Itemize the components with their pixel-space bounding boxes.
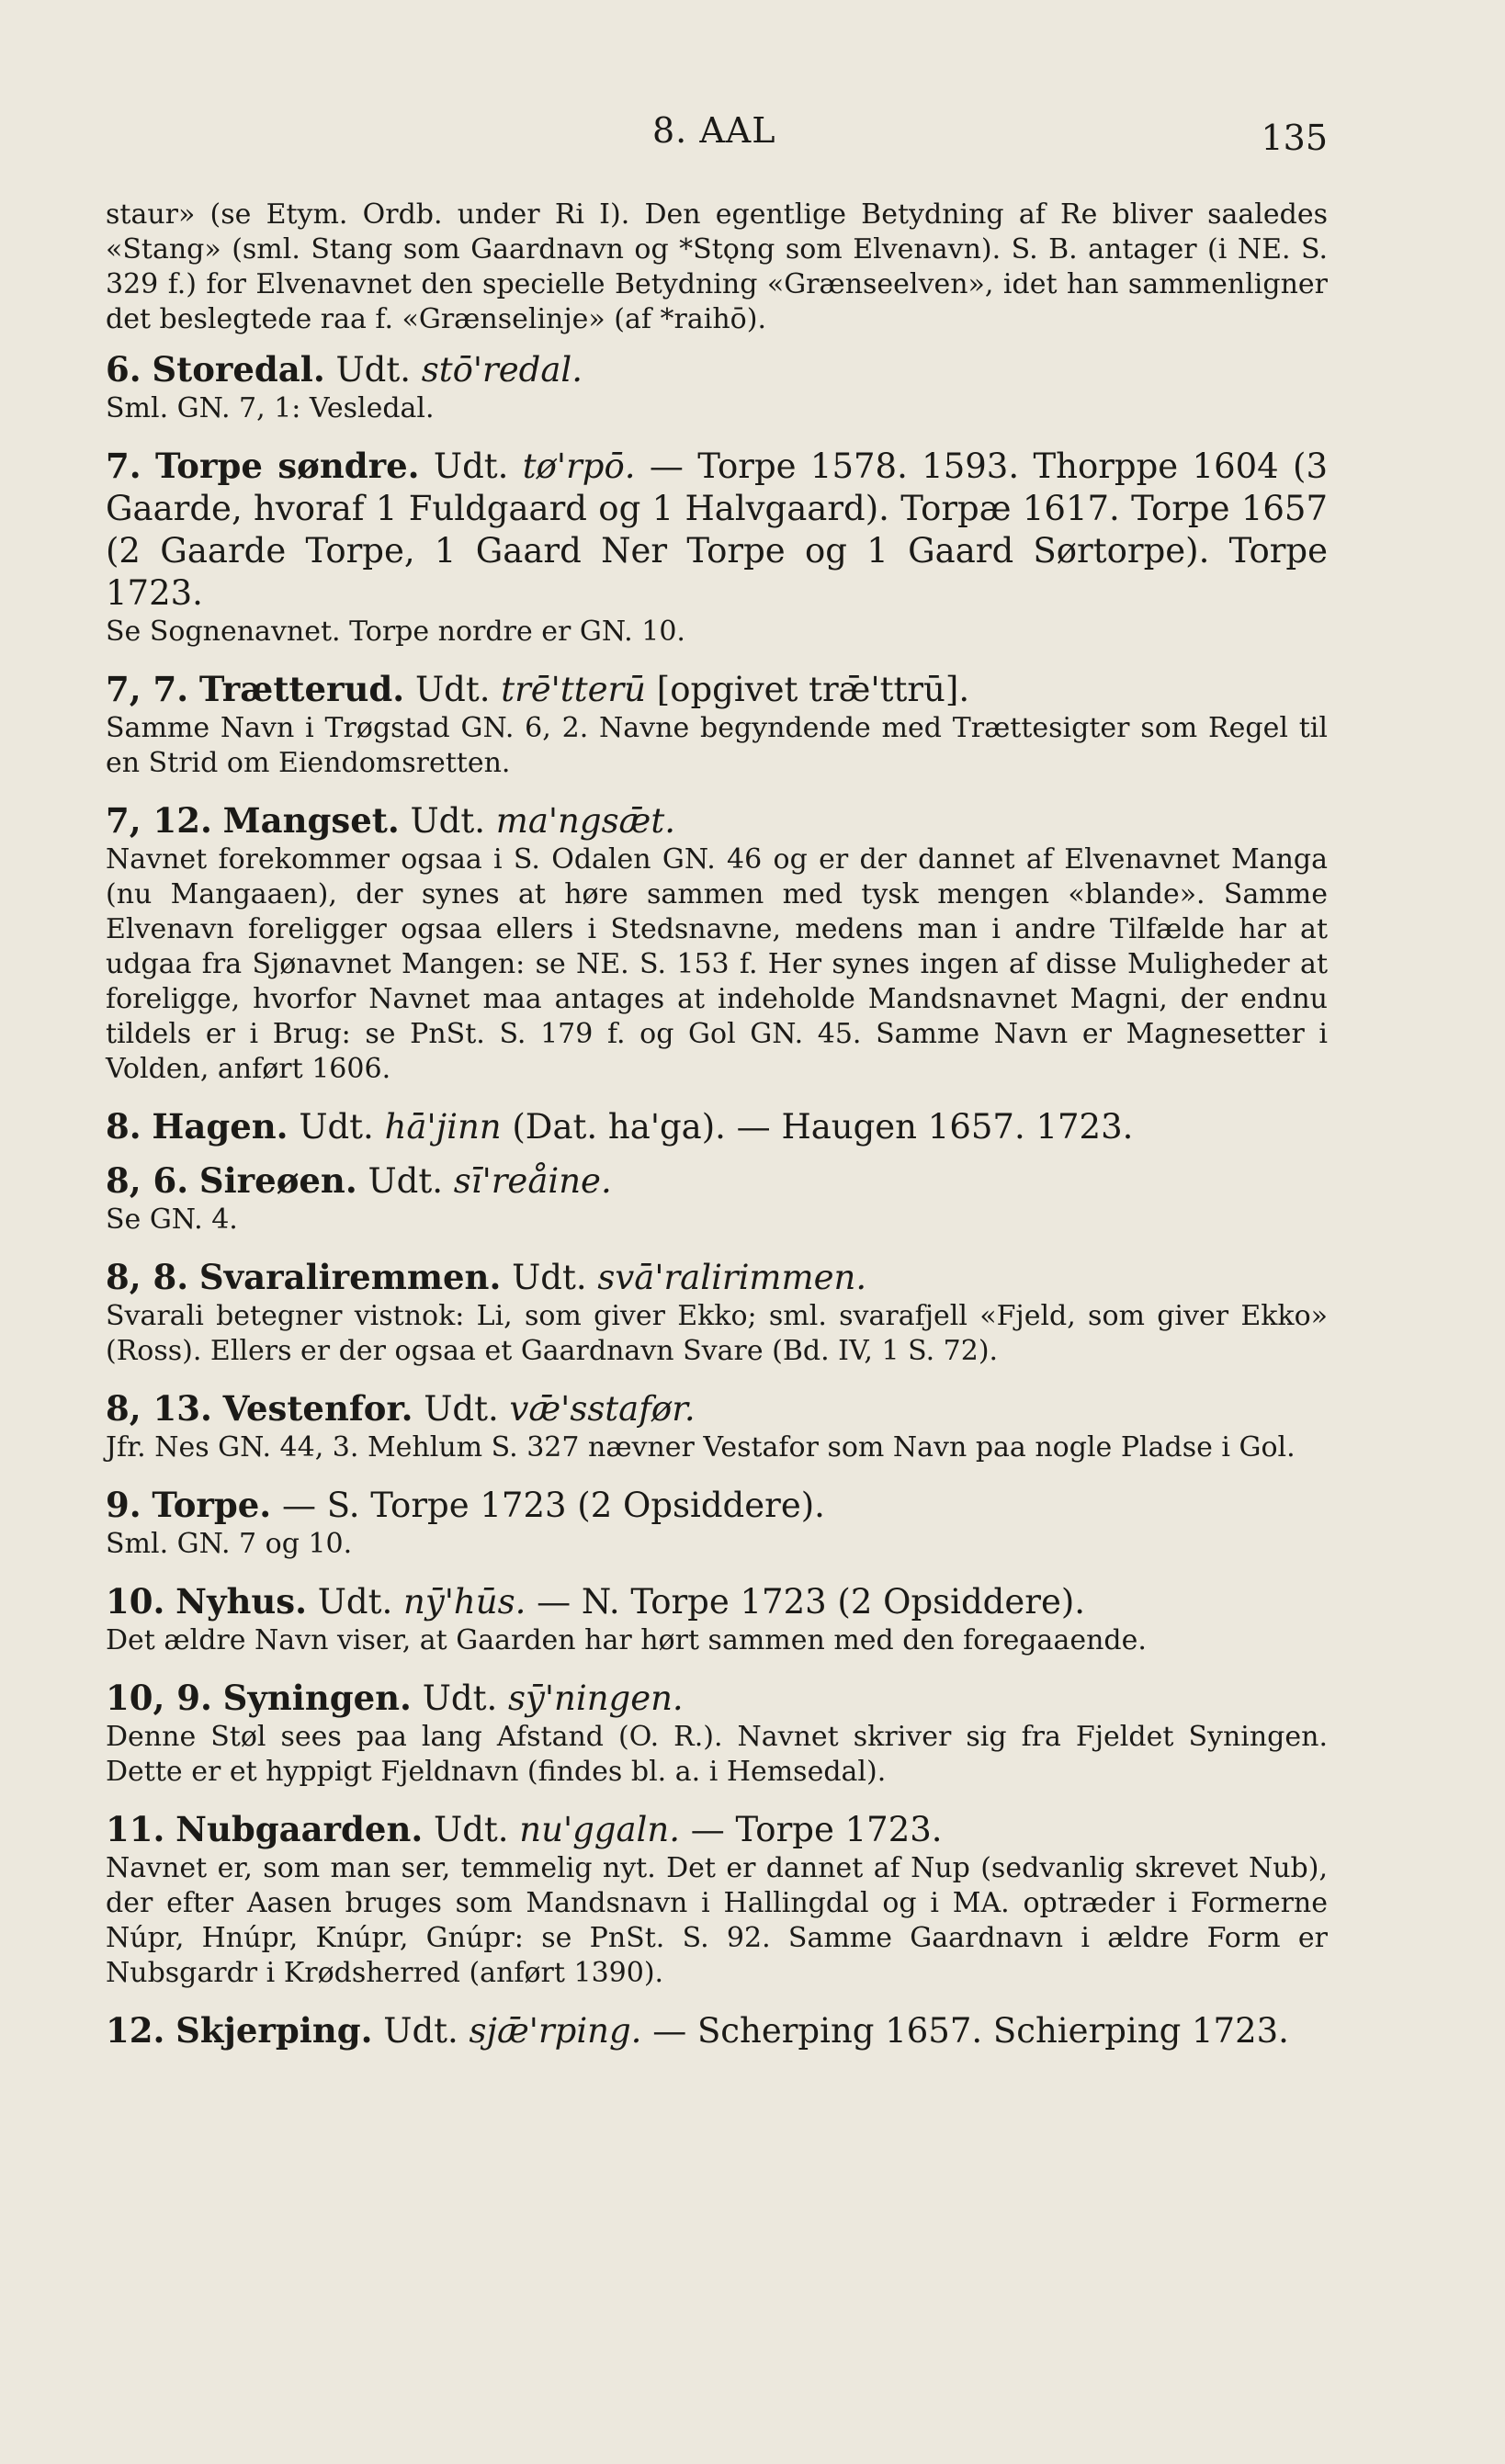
udt-label: Udt. (422, 1678, 498, 1718)
entry-forms: — S. Torpe 1723 (2 Opsiddere). (281, 1486, 825, 1525)
pronunciation: trē'tterū (501, 670, 647, 709)
entry-number: 8. (106, 1106, 141, 1147)
entry-note: Sml. GN. 7 og 10. (106, 1528, 353, 1560)
entry-forms: (Dat. ha'ga). — Haugen 1657. 1723. (512, 1107, 1134, 1147)
entry-name: Vestenfor. (222, 1388, 413, 1429)
udt-label: Udt. (424, 1389, 499, 1429)
entry-number: 9. (106, 1485, 141, 1525)
pronunciation: nu'ggaln. (519, 1810, 680, 1849)
entry-heading (106, 1808, 1328, 1851)
entry-number: 11. (106, 1809, 165, 1849)
entry-forms: — Torpe 1723. (690, 1810, 943, 1849)
entry-heading (106, 445, 1328, 615)
pronunciation: sjǣ'rping. (469, 2011, 642, 2051)
entry-heading (106, 1105, 1328, 1148)
entry-name: Trætterud. (198, 669, 405, 709)
entry-note: Det ældre Navn viser, at Gaarden har hørt sammen med den foregaaende. (106, 1624, 1147, 1656)
pronunciation: sȳ'ningen. (507, 1678, 684, 1718)
entry-heading (106, 1677, 1328, 1720)
pronunciation: tø'rpō. (522, 446, 636, 486)
entry-number: 7, 12. (106, 800, 212, 841)
pronunciation: nȳ'hūs. (403, 1582, 526, 1622)
entry-heading (106, 1159, 1328, 1203)
pronunciation: svā'ralirimmen. (597, 1258, 867, 1297)
entry-number: 10, 9. (106, 1678, 212, 1718)
entry-note: Jfr. Nes GN. 44, 3. Mehlum S. 327 nævner Vestafor som Navn paa nogle Pladse i Gol. (106, 1431, 1296, 1464)
entry-note: Navnet er, som man ser, temmelig nyt. Det er dannet af Nup (sedvanlig skrevet Nub), der efter Aasen bruges som Mandsnavn i Hallingdal og i MA. optræder i Formerne Núpr, Hnúpr, Knúpr, Gnúpr: se PnSt. S. 92. Samme Gaardnavn i ældre Form er Nubsgardr i Krødsherred (anført 1390). (106, 1852, 1328, 1989)
page-number: 135 (1261, 118, 1328, 158)
entry-note: Samme Navn i Trøgstad GN. 6, 2. Navne begyndende med Trættesigter som Regel til en Strid om Eiendomsretten. (106, 712, 1328, 779)
entry-heading (106, 668, 1328, 711)
entry-number: 7. (106, 446, 141, 486)
entry-heading (106, 1484, 1328, 1527)
pronunciation: vǣ'sstafør. (509, 1389, 696, 1429)
entry-name: Hagen. (152, 1106, 289, 1147)
entry-name: Storedal. (152, 349, 325, 390)
entry-note: Se GN. 4. (106, 1204, 238, 1236)
chapter-title: 8. AAL (652, 110, 776, 151)
entry-name: Nubgaarden. (175, 1809, 424, 1849)
entry-name: Torpe. (152, 1485, 272, 1525)
intro-paragraph: staur» (se Etym. Ordb. under Ri I). Den egentlige Betydning af Re bliver saaledes «Stang» (sml. Stang som Gaardnavn og *Stǫng som Elvenavn). S. B. antager (i NE. S. 329 f.) for Elvenavnet den specielle Betydning «Grænseelven», idet han sammenligner det beslegtede raa f. «Grænselinje» (af *raihō). (106, 198, 1328, 335)
udt-label: Udt. (317, 1582, 393, 1622)
entry-name: Svaraliremmen. (198, 1257, 502, 1297)
pronunciation: stō'redal. (421, 350, 583, 390)
entry-heading (106, 799, 1328, 842)
entry-heading (106, 348, 1328, 391)
udt-label: Udt. (299, 1107, 374, 1147)
entry-forms: — Torpe 1578. 1593. Thorppe 1604 (3 Gaarde, hvoraf 1 Fuldgaard og 1 Halvgaard). Torpæ 1617. Torpe 1657 (2 Gaarde Torpe, 1 Gaard Ner Torpe og 1 Gaard Sørtorpe). Torpe 1723. (106, 446, 1329, 613)
entry-note: Navnet forekommer ogsaa i S. Odalen GN. 46 og er der dannet af Elvenavnet Manga (nu Mangaaen), der synes at høre sammen med tysk mengen «blande». Samme Elvenavn foreligger ogsaa ellers i Stedsnavne, medens man i andre Tilfælde har at udgaa fra Sjønavnet Mangen: se NE. S. 153 f. Her synes ingen af disse Muligheder at foreligge, hvorfor Navnet maa antages at indeholde Mandsnavnet Magni, der endnu tildels er i Brug: se PnSt. S. 179 f. og Gol GN. 45. Samme Navn er Magnesetter i Volden, anført 1606. (106, 843, 1328, 1085)
entry-name: Torpe søndre. (155, 446, 420, 486)
entry-note: Svarali betegner vistnok: Li, som giver Ekko; sml. svarafjell «Fjeld, som giver Ekko» (Ross). Ellers er der ogsaa et Gaardnavn Svare (Bd. IV, 1 S. 72). (106, 1300, 1328, 1367)
entry-number: 10. (106, 1581, 165, 1622)
entry-number: 8, 8. (106, 1257, 189, 1297)
page-body (106, 198, 1328, 2052)
entry-heading (106, 2009, 1328, 2052)
udt-label: Udt. (414, 670, 491, 709)
entry-note: Sml. GN. 7, 1: Vesledal. (106, 392, 435, 424)
entry-number: 7, 7. (106, 669, 189, 709)
udt-label: Udt. (335, 350, 411, 390)
entry-number: 8, 13. (106, 1388, 212, 1429)
pronunciation: sī'reåine. (453, 1161, 612, 1201)
entry-number: 6. (106, 349, 141, 390)
pronunciation: hā'jinn (384, 1107, 502, 1147)
entry-note: Denne Støl sees paa lang Afstand (O. R.). Navnet skriver sig fra Fjeldet Syningen. Dette er et hyppigt Fjeldnavn (findes bl. a. i Hemsedal). (106, 1721, 1328, 1788)
udt-label: Udt. (383, 2011, 458, 2051)
udt-label: Udt. (433, 446, 509, 486)
entry-name: Mangset. (222, 800, 400, 841)
entry-forms: [opgivet trǣ'ttrū]. (656, 670, 970, 709)
entry-forms: — N. Torpe 1723 (2 Opsiddere). (537, 1582, 1086, 1622)
page-header (106, 110, 1328, 175)
udt-label: Udt. (512, 1258, 587, 1297)
entry-number: 8, 6. (106, 1160, 189, 1201)
entry-forms: — Scherping 1657. Schierping 1723. (652, 2011, 1289, 2051)
entry-heading (106, 1580, 1328, 1623)
udt-label: Udt. (410, 801, 485, 841)
entry-note: Se Sognenavnet. Torpe nordre er GN. 10. (106, 616, 685, 648)
udt-label: Udt. (434, 1810, 509, 1849)
entry-heading (106, 1387, 1328, 1430)
entry-heading (106, 1256, 1328, 1299)
entry-name: Sireøen. (198, 1160, 357, 1201)
entry-name: Skjerping. (175, 2010, 373, 2051)
pronunciation: ma'ngsǣt. (495, 801, 675, 841)
entry-number: 12. (106, 2010, 165, 2051)
entry-name: Syningen. (222, 1678, 412, 1718)
udt-label: Udt. (368, 1161, 443, 1201)
entry-name: Nyhus. (175, 1581, 307, 1622)
